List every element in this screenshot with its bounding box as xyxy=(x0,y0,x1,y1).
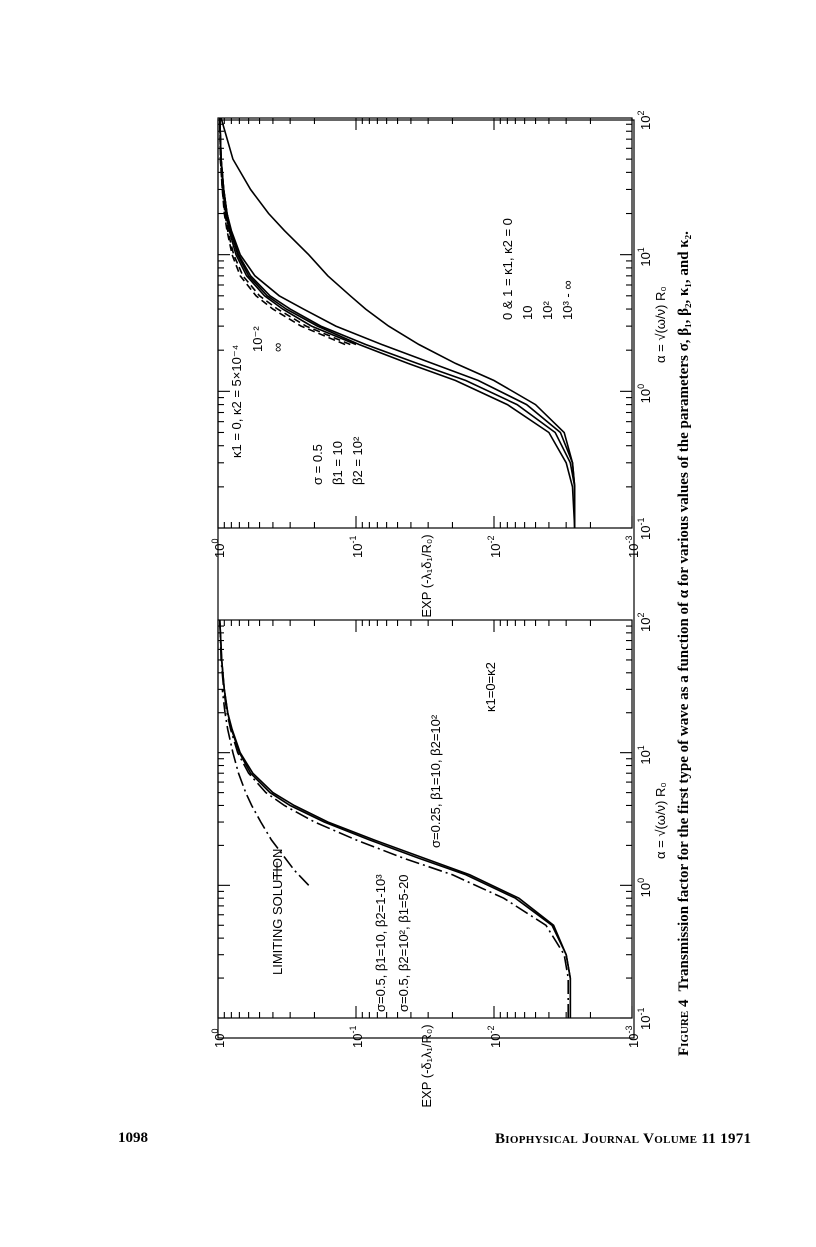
left-labels xyxy=(210,613,668,1108)
right-param-beta2: β2 = 10² xyxy=(350,436,365,485)
left-panel xyxy=(210,120,668,1108)
right-series-3 xyxy=(221,118,575,528)
figure-caption xyxy=(676,231,693,1056)
left-y-tick-label: $10^{-1}$ xyxy=(348,1025,365,1048)
left-x-axis-title: α = √(ω/ν) R₀ xyxy=(653,782,668,859)
right-y-tick-label: $10^{-3}$ xyxy=(624,535,641,558)
right-series-label-inf: ∞ xyxy=(270,342,285,352)
left-annotation-kappa: κ1=0=κ2 xyxy=(483,662,498,712)
left-series-label-2: σ=0.25, β1=10, β2=10² xyxy=(428,714,443,848)
right-labels xyxy=(210,111,668,618)
left-series-label-1: σ=0.5, β2=10², β1=5-20 xyxy=(396,874,411,1012)
right-series-label-1: 10 xyxy=(520,305,535,320)
right-y-tick-label: $10^0$ xyxy=(210,538,227,558)
right-series-2 xyxy=(220,118,575,528)
left-y-tick-label: $10^0$ xyxy=(210,1028,227,1048)
caption-label: Figure 4 xyxy=(676,999,692,1056)
right-y-tick-label: $10^{-1}$ xyxy=(348,535,365,558)
right-x-axis-title: α = √(ω/ν) R₀ xyxy=(653,286,668,363)
right-curves xyxy=(220,118,575,528)
left-x-tick-label: $10^2$ xyxy=(636,612,653,632)
page-number: 1098 xyxy=(118,1130,148,1146)
left-series-label-0: σ=0.5, β1=10, β2=1-10³ xyxy=(373,874,388,1012)
right-y-axis-title: EXP (-λ₁δ₁/R₀) xyxy=(419,534,434,618)
left-x-tick-label: $10^0$ xyxy=(636,877,653,898)
right-param-sigma: σ = 0.5 xyxy=(310,444,325,485)
right-y-tick-label: $10^{-2}$ xyxy=(486,535,503,558)
right-series-label-3: 10³ - ∞ xyxy=(560,280,575,320)
right-series-label-0: 0 & 1 = κ1, κ2 = 0 xyxy=(500,218,515,320)
left-x-tick-label: $10^1$ xyxy=(636,745,653,765)
left-y-tick-label: $10^{-3}$ xyxy=(624,1025,641,1048)
right-series-label-kappa2: κ1 = 0, κ2 = 5×10⁻⁴ xyxy=(229,344,244,458)
caption-text: Transmission factor for the first type of wave as a function of α for various values of the parameters σ, β₁, β₂, κ₁, and κ₂. xyxy=(676,231,692,992)
right-series-label-2: 10² xyxy=(540,301,555,320)
right-x-tick-label: $10^2$ xyxy=(636,110,653,130)
right-x-tick-label: $10^1$ xyxy=(636,247,653,267)
right-series-6 xyxy=(220,118,345,345)
right-x-tick-label: $10^0$ xyxy=(636,383,653,404)
right-param-beta1: β1 = 10 xyxy=(330,441,345,485)
right-x-tick-label: $10^{-1}$ xyxy=(636,517,653,540)
left-series-label-limiting: LIMITING SOLUTION xyxy=(270,848,285,975)
right-ticks xyxy=(218,118,632,528)
right-axes-box xyxy=(218,118,632,528)
right-panel xyxy=(210,111,668,618)
left-y-tick-label: $10^{-2}$ xyxy=(486,1025,503,1048)
left-x-tick-label: $10^{-1}$ xyxy=(636,1007,653,1030)
journal-footer: Biophysical Journal Volume 11 1971 xyxy=(495,1131,752,1147)
left-y-axis-title: EXP (-δ₁λ₁/R₀) xyxy=(419,1024,434,1108)
right-series-0 xyxy=(220,118,575,528)
right-series-1 xyxy=(220,118,575,528)
right-series-label-1e-2: 10⁻² xyxy=(250,326,265,352)
